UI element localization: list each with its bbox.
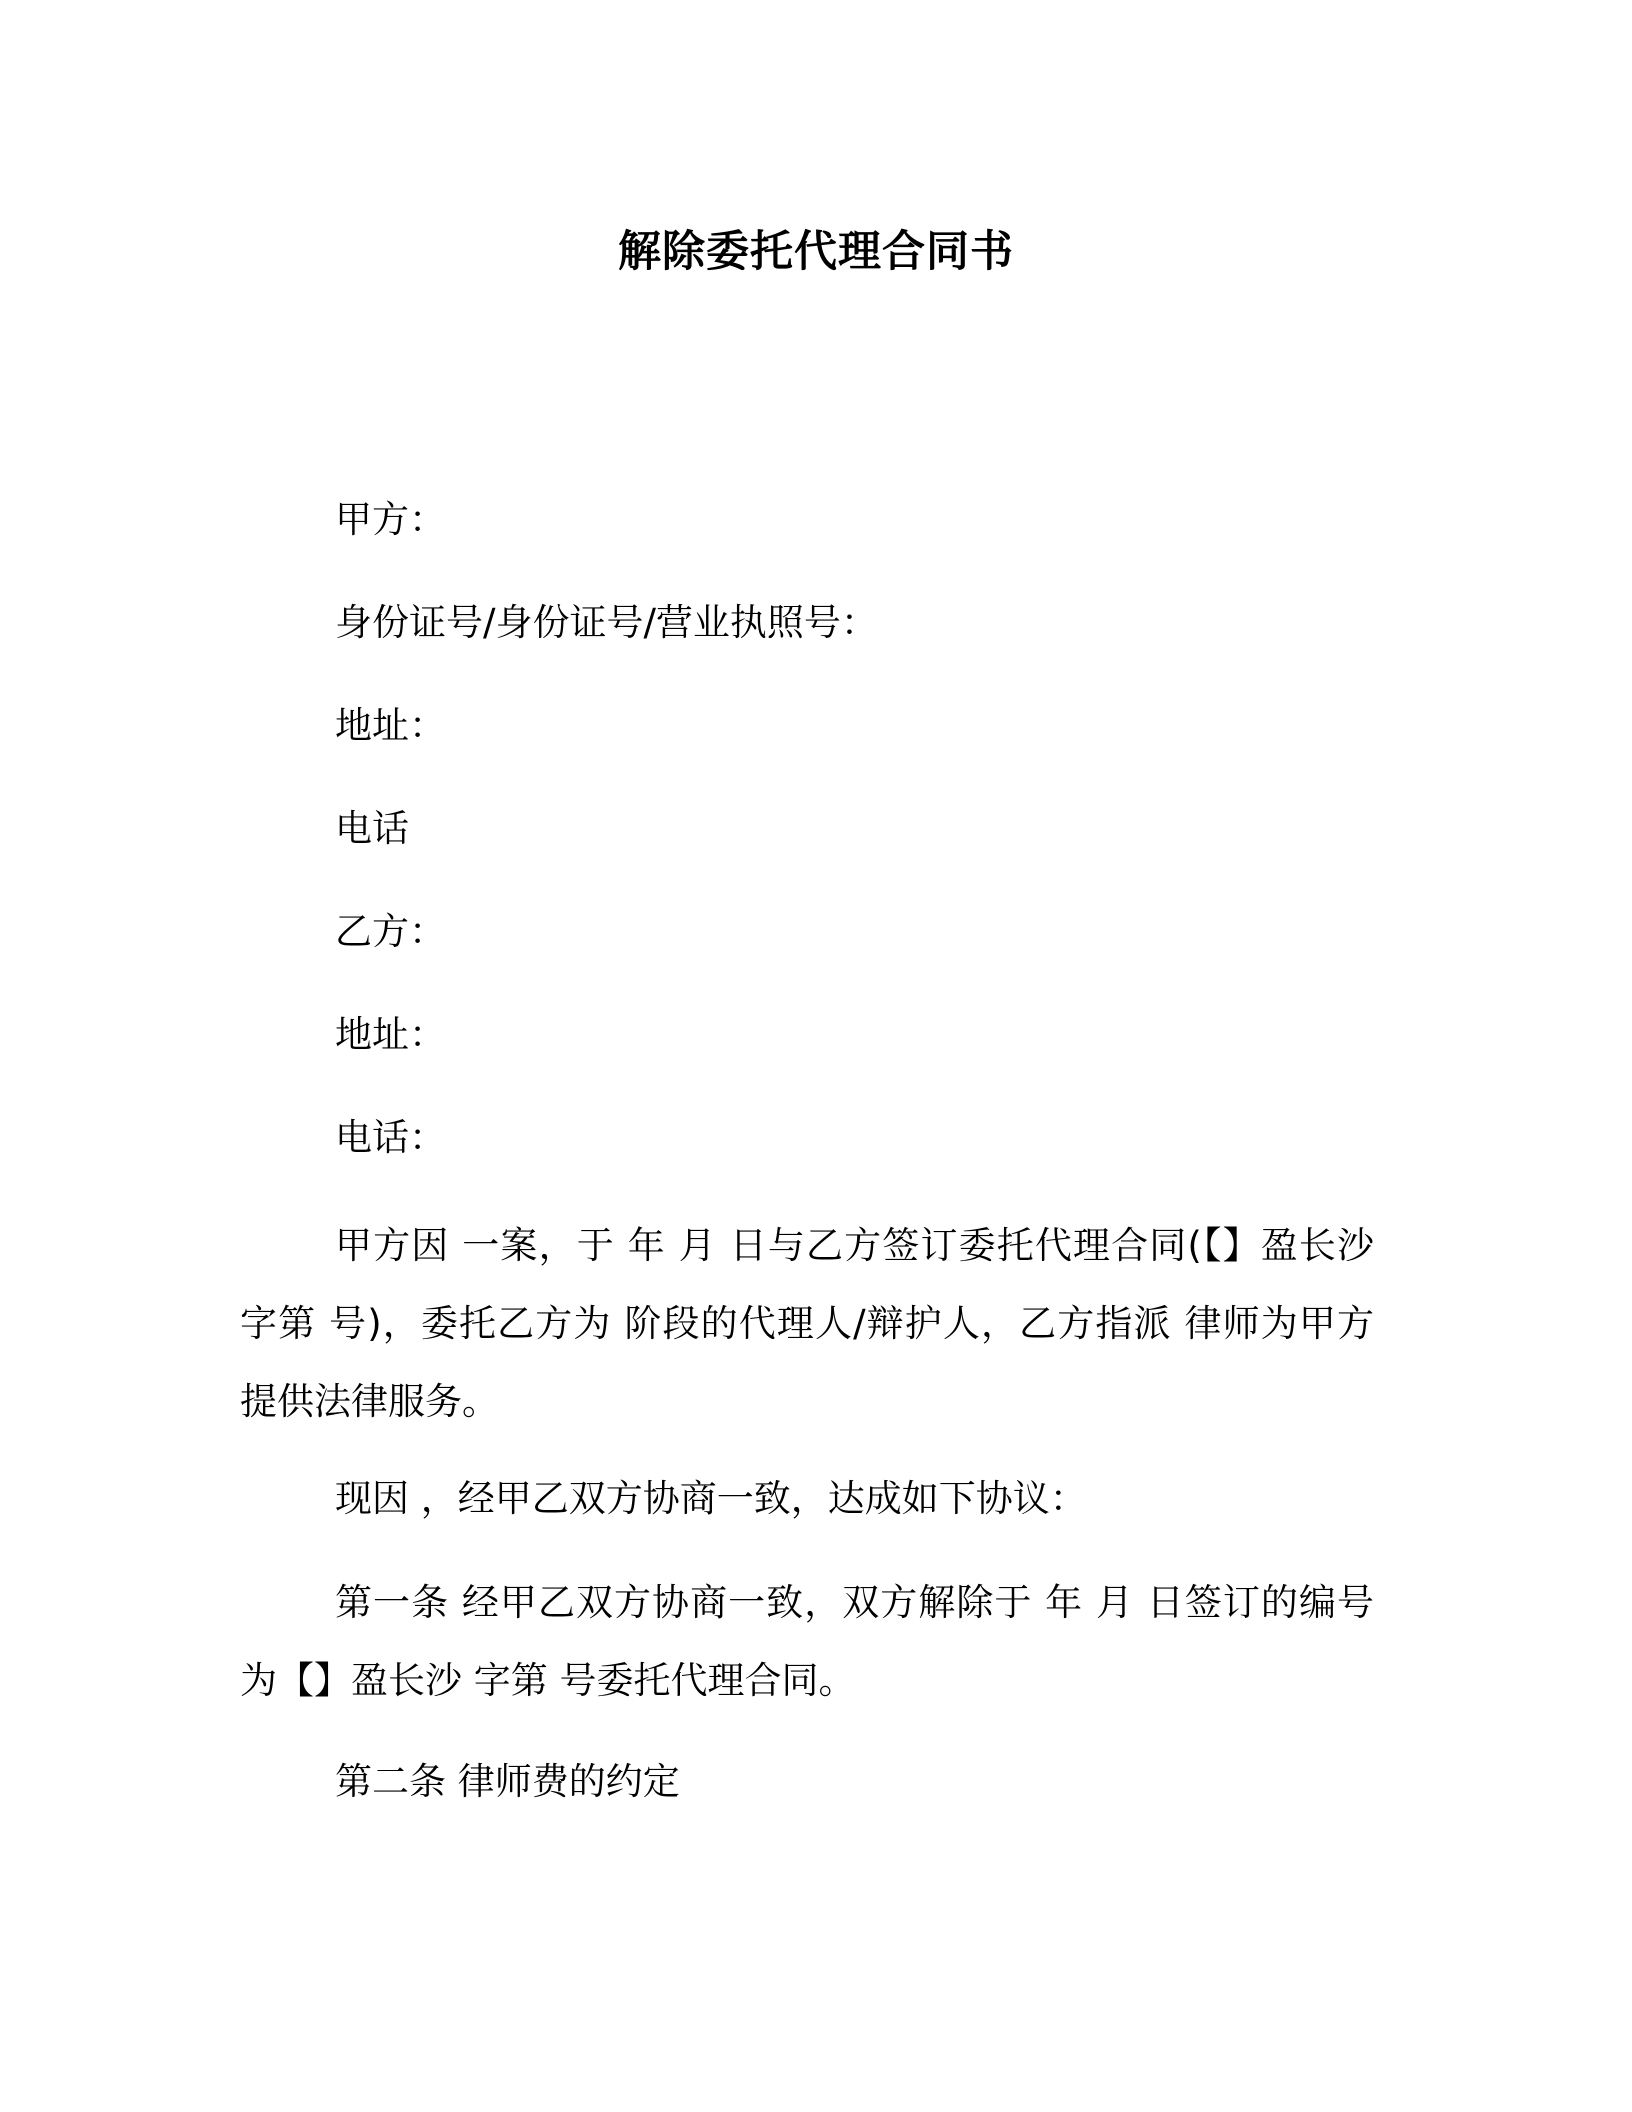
article-one-paragraph: 第一条 经甲乙双方协商一致，双方解除于 年 月 日签订的编号为【】盈长沙 字第 号委托代理合同。 (240, 1581, 1374, 1702)
case-background-paragraph: 甲方因 一案，于 年 月 日与乙方签订委托代理合同(【】盈长沙字第 号)，委托乙方为 阶段的代理人/辩护人，乙方指派 律师为甲方提供法律服务。 (240, 1224, 1374, 1423)
party-a-phone-label: 电话 (335, 807, 409, 850)
party-b-label: 乙方： (335, 910, 446, 953)
party-a-address-label: 地址： (335, 704, 446, 747)
id-number-label: 身份证号/身份证号/营业执照号： (335, 601, 878, 644)
document-title: 解除委托代理合同书 (618, 227, 1014, 277)
party-b-phone-label: 电话： (335, 1116, 446, 1159)
agreement-intro-paragraph: 现因 ，经甲乙双方协商一致，达成如下协议： (335, 1477, 1087, 1520)
article-two-heading: 第二条 律师费的约定 (335, 1760, 680, 1803)
party-a-label: 甲方： (335, 498, 446, 541)
party-b-address-label: 地址： (335, 1013, 446, 1056)
